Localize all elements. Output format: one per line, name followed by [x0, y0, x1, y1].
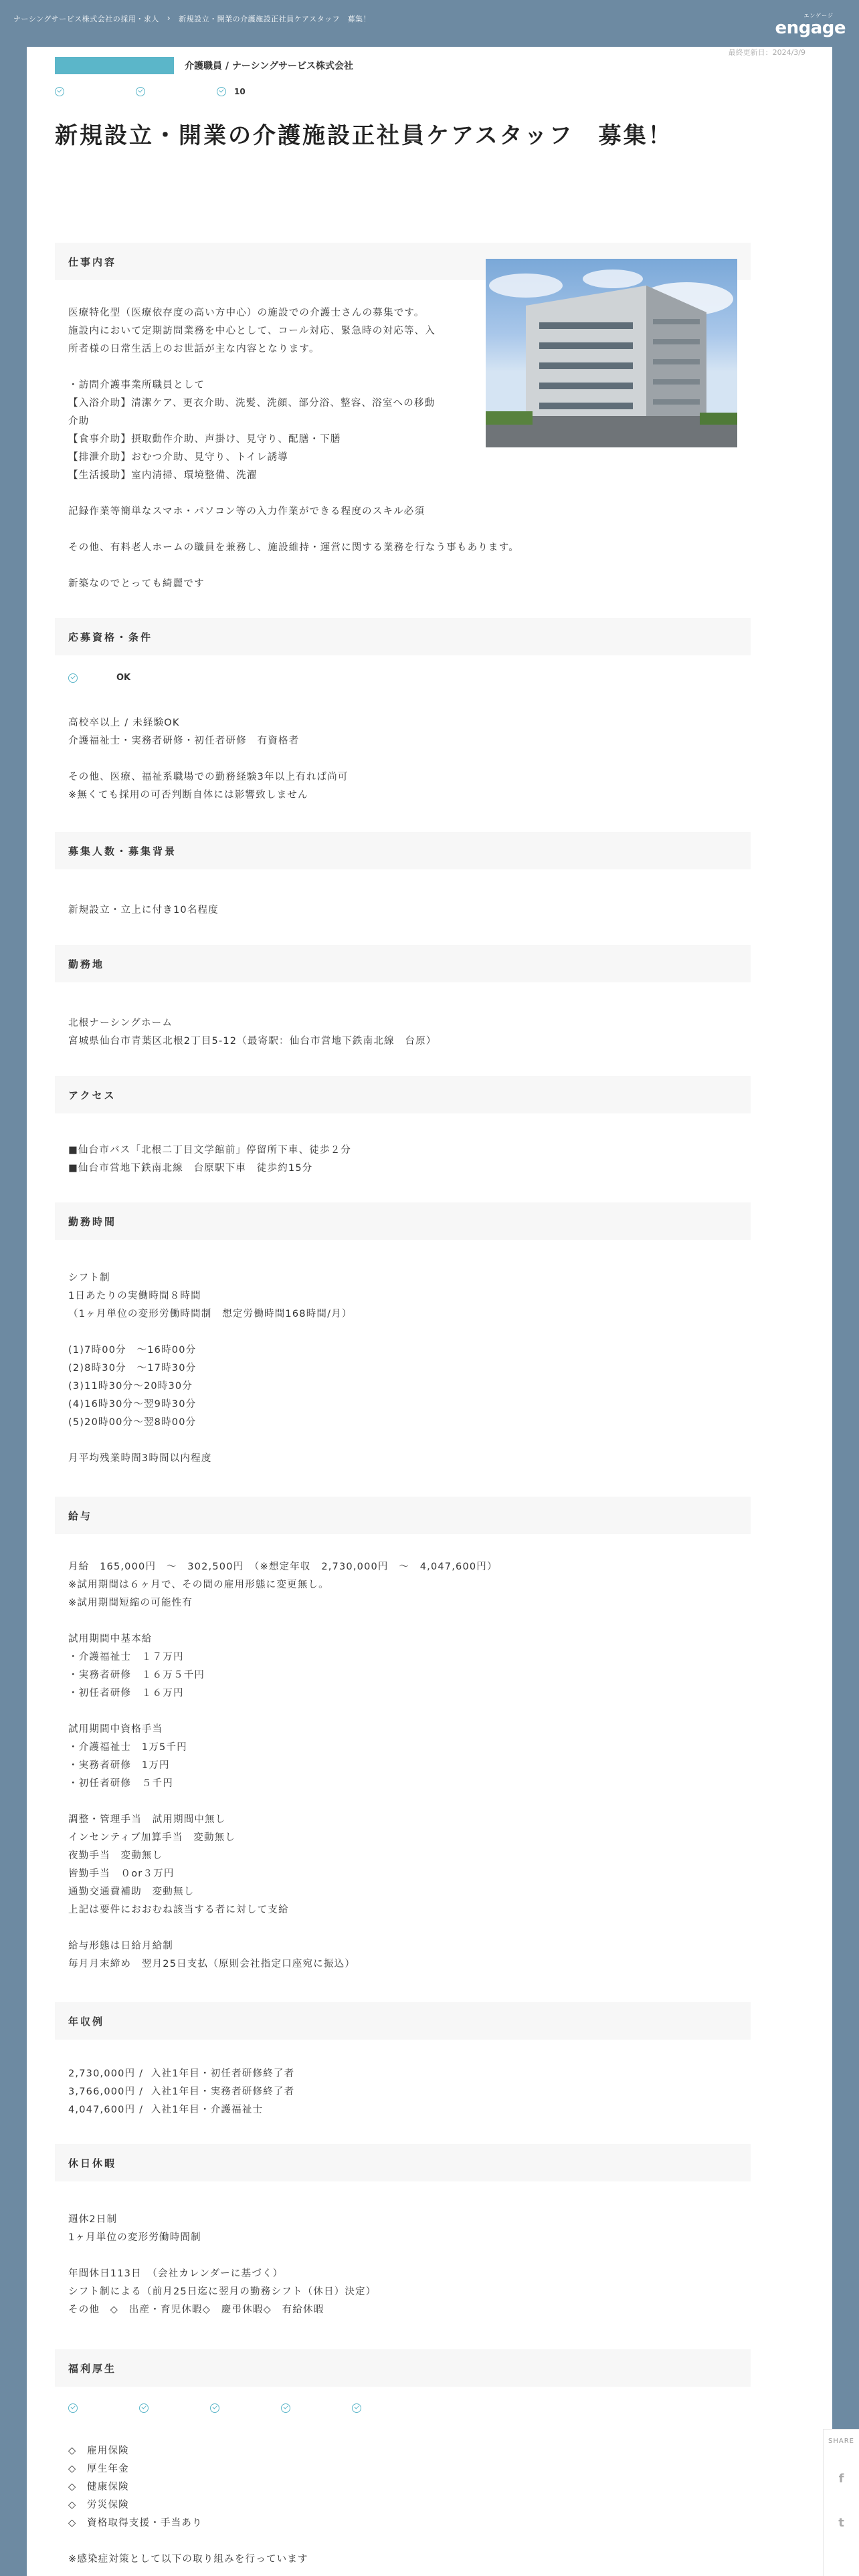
annual-income-text: 2,730,000円 / 入社1年目・初任者研修終了者 3,766,000円 / 入社1年目・実務者研修終了者 4,047,600円 / 入社1年目・介護福祉士 — [68, 2068, 295, 2115]
facility-photo — [486, 259, 737, 447]
chevron-right-icon: › — [167, 13, 171, 23]
hours-text: シフト制 1日あたりの実働時間８時間 （1ヶ月単位の変形労働時間制 想定労働時間168時間/月） (1)7時00分 ～16時00分 (2)8時30分 ～17時30分 (3)11時30分～20時30分 (4)16時30分～翌9時30分 (5)20時00分～翌8時00分 月平均残業時間3時間以内程度 — [68, 1273, 353, 1464]
welfare-tags — [68, 2403, 423, 2413]
breadcrumb-current: 新規設立・開業の介護施設正社員ケアスタッフ 募集！ — [179, 15, 371, 23]
section-heading-salary: 給与 — [55, 1497, 751, 1534]
check-circle-icon — [55, 87, 64, 96]
check-circle-icon — [281, 2403, 290, 2413]
breadcrumb-company-link[interactable]: ナーシングサービス株式会社の採用・求人 — [13, 15, 159, 23]
job-tag — [136, 87, 153, 96]
logo-wordmark: engage — [775, 18, 846, 38]
headcount-text: 新規設立・立上に付き10名程度 — [68, 905, 219, 916]
salary-text: 月給 165,000円 ～ 302,500円 （※想定年収 2,730,000円 ～ 4,047,600円） ※試用期間は６ヶ月で、その間の雇用形態に変更無し。 ※試用期間短縮の可能性有 試用期間中基本給 ・介護福祉士 １７万円 ・実務者研修 １６万５千円 ・初任者研修 １６万円 試用期間中資格手当 ・介護福祉士 1万5千円 ・実務者研修 1万円 ・初任者研修 ５千円 調整・管理手当 試用期間中無し インセンティブ加算手当 変動無し 夜勤手当 変動無し 皆勤手当 ０or３万円 通勤交通費補助 変動無し 上記は要件におおむね該当する者に対して支給 給与形態は日給月給制 毎月月末締め 翌月25日支払（原則会社指定口座宛に振込） — [68, 1562, 498, 1969]
company-name: 介護職員 / ナーシングサービス株式会社 — [185, 61, 353, 72]
check-circle-icon — [210, 2403, 219, 2413]
section-heading-duties: 仕事内容 — [55, 243, 751, 280]
check-circle-icon — [68, 673, 78, 683]
top-bar — [0, 0, 859, 47]
requirements-tag — [68, 673, 130, 683]
section-heading-hours: 勤務時間 — [55, 1202, 751, 1240]
engage-logo[interactable] — [775, 12, 846, 37]
company-logo-bar — [55, 57, 174, 74]
share-panel — [823, 2429, 859, 2576]
job-tags — [55, 87, 309, 96]
section-heading-holidays: 休日休暇 — [55, 2144, 751, 2181]
job-tag — [217, 87, 246, 96]
facebook-icon[interactable]: f — [838, 2472, 844, 2486]
job-tag — [55, 87, 72, 96]
section-heading-headcount: 募集人数・募集背景 — [55, 832, 751, 869]
share-label: SHARE — [828, 2438, 854, 2445]
page-title: 新規設立・開業の介護施設正社員ケアスタッフ 募集！ — [55, 122, 673, 149]
requirements-tag-label: OK — [116, 673, 131, 683]
welfare-text: ◇ 雇用保険 ◇ 厚生年金 ◇ 健康保険 ◇ 労災保険 ◇ 資格取得支援・手当あり ※感染症対策として以下の取り組みを行っています — [68, 2446, 308, 2565]
duties-text: 医療特化型（医療依存度の高い方中心）の施設での介護士さんの募集です。 施設内において定期訪問業務を中心として、コール対応、緊急時の対応等、入 所者様の日常生活上のお世話が主な内容となります。 ・訪問介護事業所職員として 【入浴介助】清潔ケア、更衣介助、洗髪、洗顔、部分浴、整容、浴室への移動 介助 【食事介助】摂取動作介助、声掛け、見守り、配膳・下膳 【排泄介助】おむつ介助、見守り、トイレ誘導 【生活援助】室内清掃、環境整備、洗濯 記録作業等簡単なスマホ・パソコン等の入力作業ができる程度のスキル必須 その他、有料老人ホームの職員を兼務し、施設維持・運営に関する業務を行なう事もあります。 新築なのでとっても綺麗です — [68, 308, 519, 589]
section-heading-annual-income: 年収例 — [55, 2002, 751, 2040]
check-circle-icon — [68, 2403, 78, 2413]
logo-kana: エンゲージ — [803, 13, 834, 19]
section-heading-welfare: 福利厚生 — [55, 2349, 751, 2387]
section-heading-requirements: 応募資格・条件 — [55, 618, 751, 655]
check-circle-icon — [136, 87, 145, 96]
requirements-text: 高校卒以上 / 未経験OK 介護福祉士・実務者研修・初任者研修 有資格者 その他、医療、福祉系職場での勤務経験3年以上有れば尚可 ※無くても採用の可否判断自体には影響致しません — [68, 718, 349, 800]
check-circle-icon — [217, 87, 226, 96]
section-heading-access: アクセス — [55, 1076, 751, 1113]
twitter-icon[interactable]: t — [838, 2516, 844, 2530]
location-text: 北根ナーシングホーム 宮城県仙台市青葉区北根2丁目5-12（最寄駅：仙台市営地下鉄南北線 台原） — [68, 1018, 437, 1047]
company-header — [55, 57, 353, 74]
access-text: ■仙台市バス「北根二丁目文学館前」停留所下車、徒歩２分 ■仙台市営地下鉄南北線 台原駅下車 徒歩約15分 — [68, 1145, 352, 1174]
facility-building-image — [486, 259, 737, 447]
check-circle-icon — [139, 2403, 149, 2413]
job-tag-label: 10 — [234, 87, 246, 96]
last-updated: 最終更新日：2024/3/9 — [728, 48, 805, 57]
check-circle-icon — [352, 2403, 361, 2413]
section-heading-location: 勤務地 — [55, 945, 751, 982]
holidays-text: 週休2日制 1ヶ月単位の変形労働時間制 年間休日113日 （会社カレンダーに基づく） シフト制による（前月25日迄に翌月の勤務シフト（休日）決定） その他 ◇ 出産・育児休暇◇ 慶弔休暇◇ 有給休暇 — [68, 2214, 377, 2315]
